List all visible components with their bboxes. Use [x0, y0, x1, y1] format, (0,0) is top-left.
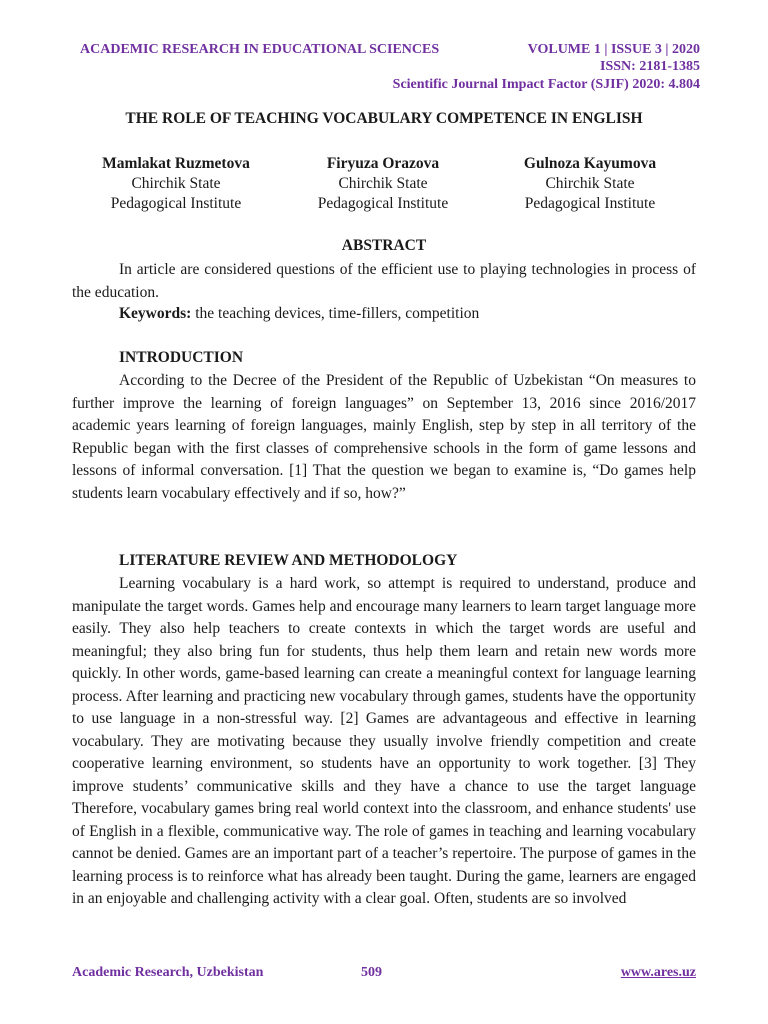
- literature-body: [72, 573, 696, 911]
- paper-title: THE ROLE OF TEACHING VOCABULARY COMPETENCE IN ENGLISH: [125, 110, 643, 127]
- literature-paragraph: Learning vocabulary is a hard work, so attempt is required to understand, produce and manipulate the target words. Games help and encourage many learners to learn target language more easily. They also help teachers to create contexts in which the target words are useful and meaningful; they also bring fun for students, thus help them learn and retain new words more quickly. In other words, game-based learning can create a meaningful context for language learning process. After learning and practicing new vocabulary through games, students have the opportunity to use language in a non-stressful way. [2] Games are advantageous and effective in learning vocabulary. They are motivating because they usually involve friendly competition and create cooperative learning environment, so students have an opportunity to work together. [3] They improve students’ communicative skills and they have a chance to use the target language Therefore, vocabulary games bring real world context into the classroom, and enhance students' use of English in a flexible, communicative way. The role of games in teaching and learning vocabulary cannot be denied. Games are an important part of a teacher’s repertoire. The purpose of games in the learning process is to reinforce what has already been taught. During the game, learners are engaged in an enjoyable and challenging activity with a clear goal. Often, students are so involved: [72, 575, 696, 907]
- issn: ISSN: 2181-1385: [600, 59, 700, 74]
- volume-issue: VOLUME 1 | ISSUE 3 | 2020: [527, 42, 700, 57]
- introduction-body: [72, 370, 696, 505]
- introduction-paragraph: According to the Decree of the President of the Republic of Uzbekistan “On measures to further improve the learning of foreign languages” on September 13, 2016 since 2016/2017 academic years learning of foreign languages, mainly English, step by step in all territory of the Republic began with the first classes of comprehensive schools in the form of game lessons and lessons of informal conversation. [1] That the question we began to examine is, “Do games help students learn vocabulary effectively and if so, how?”: [72, 372, 696, 502]
- author-affiliation: Chirchik State: [545, 175, 635, 192]
- page-number: 509: [361, 965, 382, 980]
- introduction-heading: INTRODUCTION: [119, 349, 244, 366]
- footer-journal: Academic Research, Uzbekistan: [72, 965, 264, 980]
- author-block: [485, 154, 695, 214]
- author-affiliation: Chirchik State: [338, 175, 428, 192]
- author-affiliation: Pedagogical Institute: [524, 195, 656, 212]
- author-affiliation: Pedagogical Institute: [110, 195, 242, 212]
- journal-name: ACADEMIC RESEARCH IN EDUCATIONAL SCIENCES: [80, 42, 440, 57]
- author-list: [72, 154, 696, 218]
- author-name: Mamlakat Ruzmetova: [102, 155, 250, 172]
- author-affiliation: Chirchik State: [131, 175, 221, 192]
- journal-header: [72, 42, 700, 60]
- author-affiliation: Pedagogical Institute: [317, 195, 449, 212]
- footer-url-link[interactable]: www.ares.uz: [620, 965, 696, 980]
- author-block: [278, 154, 488, 214]
- keywords-paragraph: [72, 303, 696, 326]
- impact-factor: Scientific Journal Impact Factor (SJIF) 2020: 4.804: [392, 77, 700, 92]
- abstract-body: [72, 259, 696, 304]
- keywords-text: the teaching devices, time-fillers, competition: [191, 305, 480, 322]
- author-name: Firyuza Orazova: [326, 155, 440, 172]
- keywords: [72, 303, 696, 326]
- abstract-heading: ABSTRACT: [341, 237, 427, 254]
- abstract-paragraph: In article are considered questions of the efficient use to playing technologies in process of the education.: [72, 261, 696, 301]
- author-block: [71, 154, 281, 214]
- literature-heading: LITERATURE REVIEW AND METHODOLOGY: [119, 552, 458, 569]
- keywords-label: Keywords:: [119, 305, 192, 322]
- author-name: Gulnoza Kayumova: [523, 155, 657, 172]
